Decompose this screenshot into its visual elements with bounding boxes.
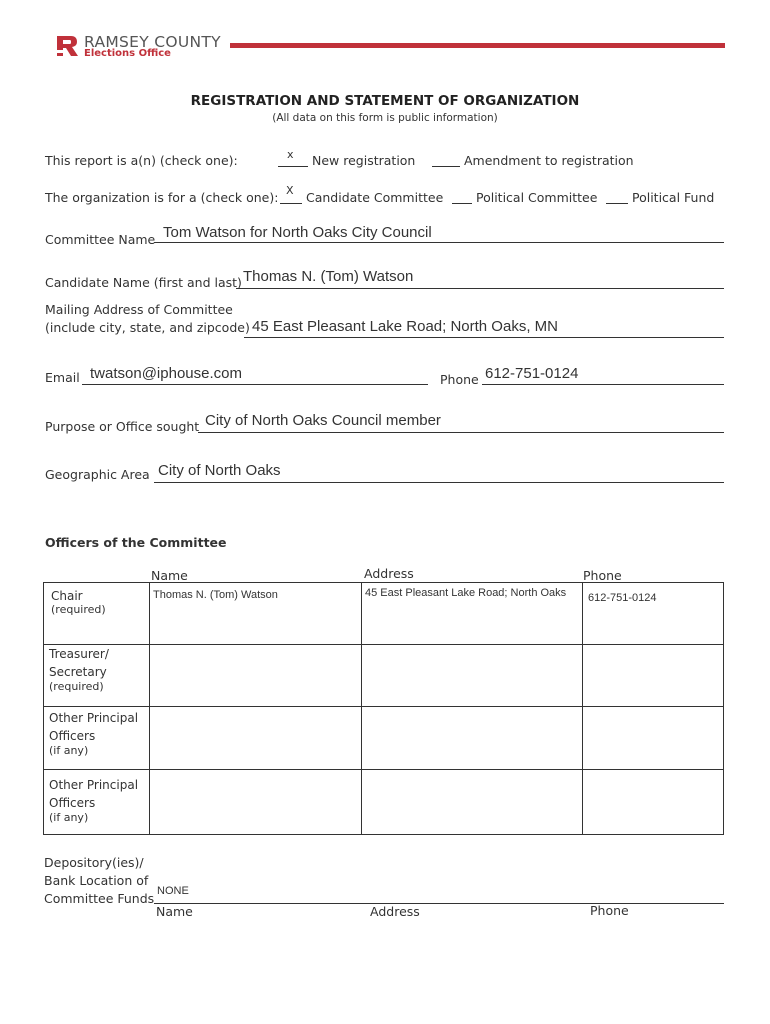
officer-name-cell[interactable]: Thomas N. (Tom) Watson <box>153 589 278 601</box>
org-name: RAMSEY COUNTY <box>84 33 221 51</box>
depository-line <box>154 903 724 904</box>
committee-name-label: Committee Name <box>45 232 156 247</box>
candidate-committee-label: Candidate Committee <box>306 190 444 205</box>
officer-row-label: Other Principal <box>49 778 139 792</box>
officer-row-label-2: Officers <box>49 796 96 810</box>
amendment-blank[interactable] <box>432 166 460 167</box>
new-registration-label: New registration <box>312 153 416 168</box>
political-committee-label: Political Committee <box>476 190 598 205</box>
header-rule <box>230 43 725 48</box>
geographic-area-line <box>154 482 724 483</box>
mailing-address-line <box>244 337 724 338</box>
officer-row-label: Other Principal <box>49 711 139 725</box>
depository-value[interactable]: NONE <box>157 885 189 897</box>
officer-row-label-2: Secretary <box>49 665 107 679</box>
purpose-line <box>198 432 724 433</box>
officer-phone-cell[interactable]: 612-751-0124 <box>588 592 657 604</box>
mailing-address-value[interactable]: 45 East Pleasant Lake Road; North Oaks, MN <box>252 318 558 335</box>
candidate-name-line <box>236 288 724 289</box>
geographic-area-value[interactable]: City of North Oaks <box>158 462 281 479</box>
candidate-name-value[interactable]: Thomas N. (Tom) Watson <box>243 268 414 285</box>
depository-col-phone: Phone <box>590 903 629 918</box>
phone-value[interactable]: 612-751-0124 <box>485 365 579 382</box>
officer-row-note: (if any) <box>49 811 89 824</box>
form-title: REGISTRATION AND STATEMENT OF ORGANIZATION <box>190 93 580 109</box>
depository-col-address: Address <box>370 904 420 919</box>
table-row <box>51 587 106 619</box>
mailing-address-hint: (include city, state, and zipcode) <box>45 320 250 335</box>
officer-row-label: Chair <box>51 589 83 603</box>
depository-label-2: Bank Location of <box>44 873 149 888</box>
candidate-committee-check[interactable]: X <box>286 184 294 197</box>
depository-col-name: Name <box>156 904 193 919</box>
email-label: Email <box>45 370 80 385</box>
officers-col-name: Name <box>151 568 188 583</box>
email-line <box>82 384 428 385</box>
table-row <box>49 709 138 760</box>
report-type-label: This report is a(n) (check one): <box>45 153 238 168</box>
committee-name-value[interactable]: Tom Watson for North Oaks City Council <box>163 224 432 241</box>
depository-label-1: Depository(ies)/ <box>44 855 144 870</box>
purpose-value[interactable]: City of North Oaks Council member <box>205 412 441 429</box>
purpose-label: Purpose or Office sought <box>45 419 200 434</box>
phone-label: Phone <box>440 372 479 387</box>
officer-row-note: (required) <box>49 680 104 693</box>
officers-section-title: Officers of the Committee <box>45 535 227 550</box>
amendment-label: Amendment to registration <box>464 153 634 168</box>
officer-row-label-2: Officers <box>49 729 96 743</box>
mailing-address-label: Mailing Address of Committee <box>45 302 233 317</box>
candidate-name-label: Candidate Name (first and last) <box>45 275 242 290</box>
ramsey-county-logo-icon <box>56 35 80 57</box>
officer-row-label: Treasurer/ <box>49 647 109 661</box>
officer-row-note: (required) <box>51 603 106 616</box>
officer-address-cell[interactable]: 45 East Pleasant Lake Road; North Oaks <box>365 587 567 599</box>
new-registration-check[interactable]: x <box>287 148 294 161</box>
political-fund-label: Political Fund <box>632 190 715 205</box>
officers-col-phone: Phone <box>583 568 622 583</box>
political-fund-blank[interactable] <box>606 203 628 204</box>
email-value[interactable]: twatson@iphouse.com <box>90 365 242 382</box>
new-registration-blank[interactable] <box>278 166 308 167</box>
geographic-area-label: Geographic Area <box>45 467 150 482</box>
table-row <box>49 776 138 827</box>
org-type-label: The organization is for a (check one): <box>45 190 279 205</box>
officers-col-address: Address <box>364 566 414 581</box>
officers-table <box>43 582 724 835</box>
committee-name-line <box>154 242 724 243</box>
officer-row-note: (if any) <box>49 744 89 757</box>
phone-line <box>482 384 724 385</box>
candidate-committee-blank[interactable] <box>280 203 302 204</box>
table-row <box>49 645 109 696</box>
depository-label-3: Committee Funds <box>44 891 155 906</box>
form-subtitle: (All data on this form is public information) <box>272 112 498 124</box>
org-subtitle: Elections Office <box>84 48 171 59</box>
political-committee-blank[interactable] <box>452 203 472 204</box>
table-border-left <box>43 582 44 835</box>
